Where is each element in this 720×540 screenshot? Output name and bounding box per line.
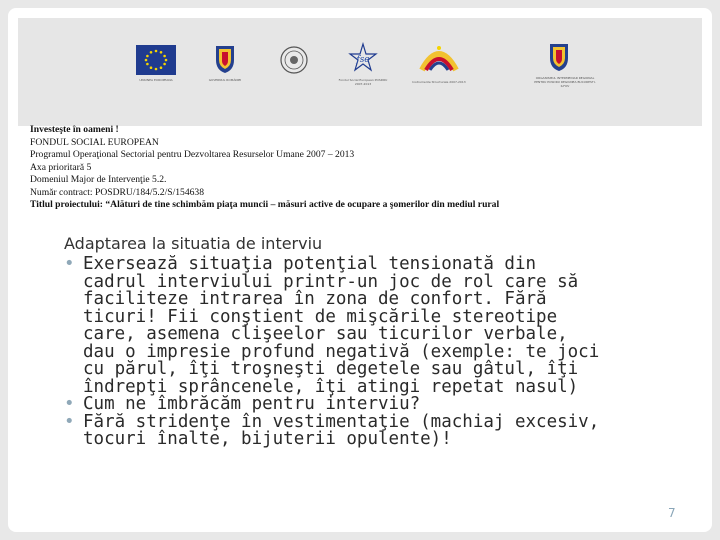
bullet-icon: • — [64, 394, 75, 414]
bullet-item — [64, 411, 604, 449]
eu-caption: UNIUNEA EUROPEANA — [139, 78, 173, 82]
fse-logo-icon — [346, 42, 380, 76]
slide-subtitle: Adaptarea la situatia de interviu — [64, 234, 323, 253]
bullet-list — [64, 256, 604, 449]
bullet-icon: • — [64, 254, 75, 274]
romania-coat-of-arms-icon — [214, 44, 236, 74]
logo-banner — [18, 18, 702, 126]
info-line-3: Programul Operaţional Sectorial pentru Dezvoltarea Resurselor Umane 2007 – 2013 — [30, 149, 355, 160]
info-line-6: Număr contract: POSDRU/184/5.2/S/154638 — [30, 186, 205, 198]
instrumente-structurale-icon — [416, 40, 462, 78]
info-line-4: Axa prioritară 5 — [30, 161, 92, 173]
info-line-7 — [30, 199, 499, 212]
project-info — [30, 124, 499, 212]
info-line-5: Domeniul Major de Intervenţie 5.2. — [30, 174, 167, 185]
bullet-icon: • — [64, 411, 75, 432]
ro-gov-caption: GUVERNUL ROMÂNIEI — [208, 78, 242, 82]
project-title-label: Titlul proiectului: — [30, 199, 103, 210]
page-number: 7 — [668, 506, 676, 520]
svg-text:fse: fse — [356, 55, 370, 65]
bullet-text: Cum ne îmbrăcăm pentru interviu? — [83, 394, 421, 414]
seal-icon — [280, 46, 308, 74]
info-line-1: Investeşte în oameni ! — [30, 124, 119, 135]
instrumente-caption: Instrumente Structurale 2007-2013 — [412, 80, 466, 84]
bullet-text: Exersează situaţia potenţial tensionată din cadrul interviului printr-un joc de rol care să faciliteze intrarea în zona de confort. Fără ticuri! Fii conştient de mişcările stereotipe care, asemena clişeelor sau ticurilor verbale, dau o impresie profund negativă (exemple: te joci cu părul, îţi troşneşti degetele sau gâtul, îţi îndrepţi sprâncenele, îţi atingi repetat nasul) — [83, 254, 600, 397]
eu-flag-icon — [136, 45, 176, 75]
bullet-text: Fără stridenţe în vestimentaţie (machiaj excesiv, tocuri înalte, bijuterii opulente)! — [83, 411, 600, 449]
oir-caption: ORGANISMUL INTERMEDIAR REGIONAL PENTRU POSDRU REGIUNEA BUCURESTI-ILFOV — [534, 76, 596, 88]
romania-coat-of-arms-icon — [548, 42, 570, 72]
project-title-value: “Alături de tine schimbăm piaţa muncii – măsuri active de ocupare a şomerilor din mediul rural — [102, 199, 500, 210]
fse-caption: Fondul Social European POSDRU 2007-2013 — [338, 78, 388, 86]
bullet-item — [64, 256, 604, 396]
info-line-2: FONDUL SOCIAL EUROPEAN — [30, 136, 159, 148]
